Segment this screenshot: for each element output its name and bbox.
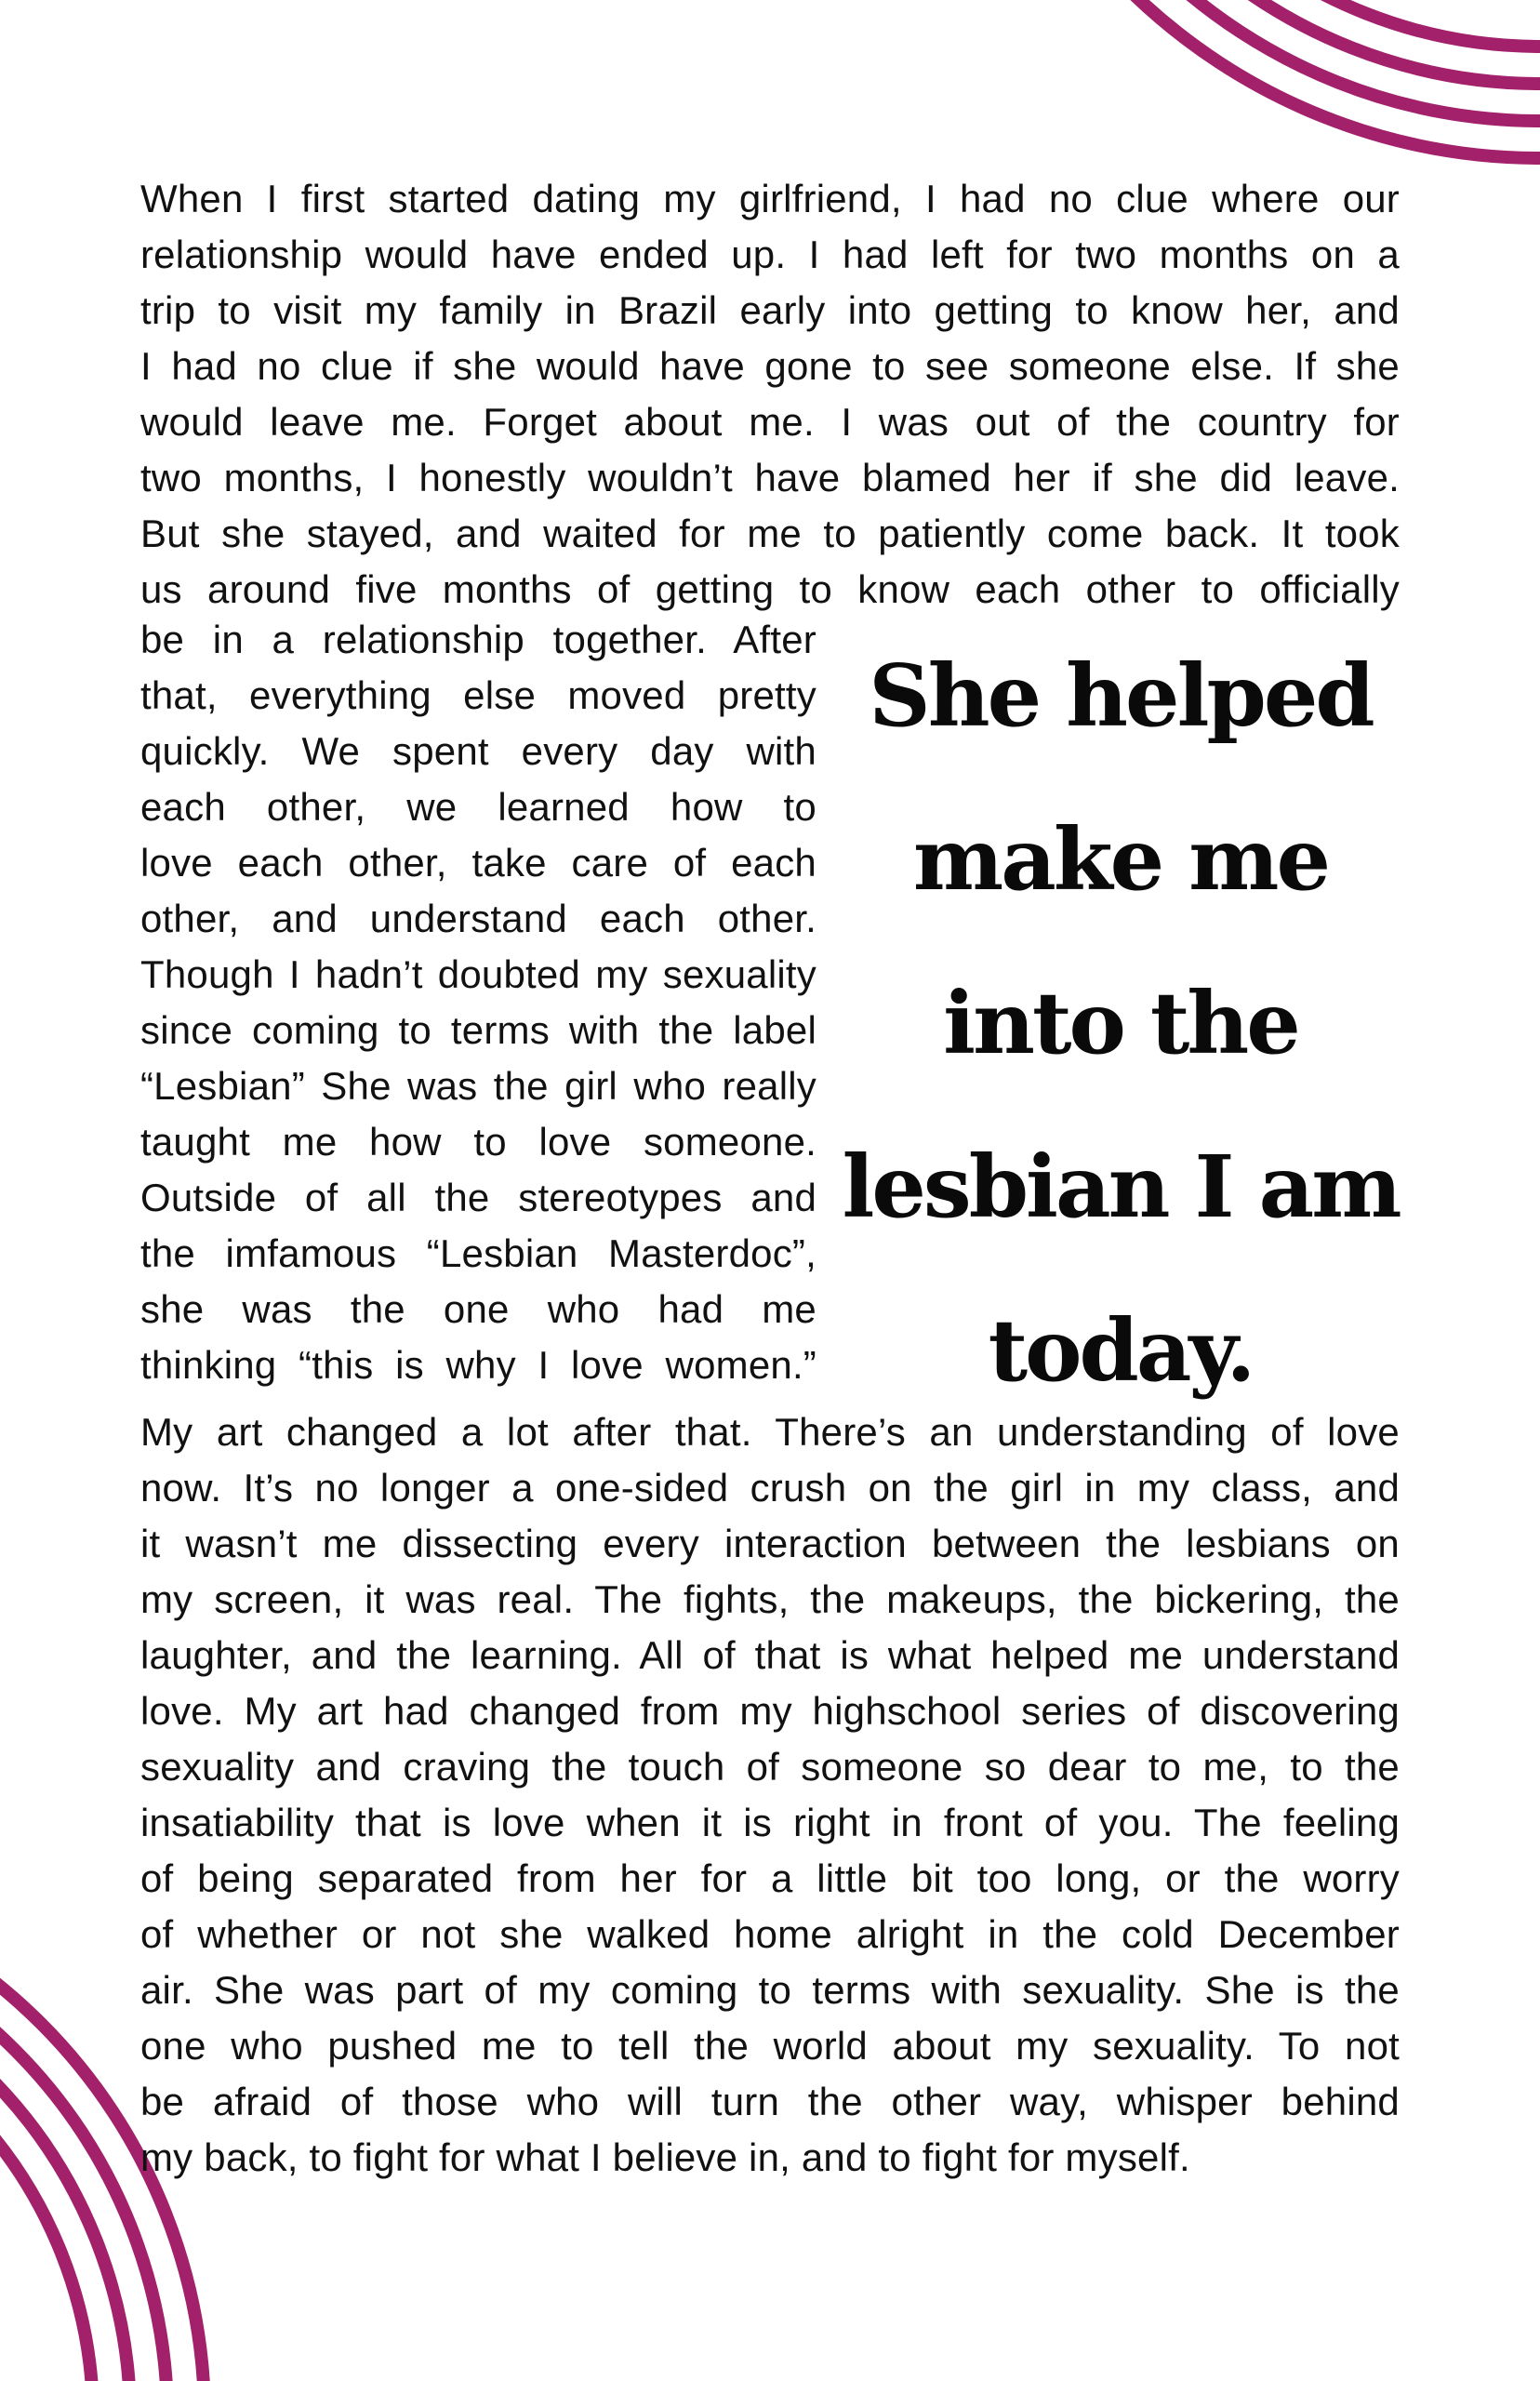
- paragraph-3-line: sexuality and craving the touch of someone so dear to me, to the: [140, 1745, 1400, 1789]
- paragraph-3-line: of whether or not she walked home alright in the cold December: [140, 1912, 1400, 1956]
- pull-quote-line: into the: [943, 973, 1298, 1073]
- pull-quote-line: make me: [912, 809, 1329, 910]
- paragraph-3-line: of being separated from her for a little bit too long, or the worry: [140, 1856, 1400, 1900]
- paragraph-2-line: she was the one who had me: [140, 1287, 816, 1331]
- bottom-left-arc-1: [0, 1972, 93, 2381]
- paragraph-2-line: be in a relationship together. After: [140, 618, 816, 661]
- paragraph-1-line: would leave me. Forget about me. I was out of the country for: [140, 400, 1400, 444]
- paragraph-1-line: But she stayed, and waited for me to patiently come back. It took: [140, 512, 1400, 555]
- paragraph-1-line: us around five months of getting to know each other to officially: [140, 567, 1400, 611]
- paragraph-2-line: Though I hadn’t doubted my sexuality: [140, 952, 816, 996]
- top-right-arc-3: [991, 0, 1540, 121]
- paragraph-1-line: I had no clue if she would have gone to see someone else. If she: [140, 344, 1400, 388]
- paragraph-2-line: taught me how to love someone.: [140, 1120, 816, 1164]
- paragraph-3-line: laughter, and the learning. All of that is what helped me understand: [140, 1633, 1400, 1677]
- paragraph-2-line: love each other, take care of each: [140, 841, 816, 885]
- paragraph-1-line: trip to visit my family in Brazil early into getting to know her, and: [140, 288, 1400, 332]
- pull-quote-line: She helped: [869, 645, 1373, 746]
- paragraph-3-line: air. She was part of my coming to terms with sexuality. She is the: [140, 1968, 1400, 2012]
- paragraph-3-line: love. My art had changed from my highschool series of discovering: [140, 1689, 1400, 1733]
- paragraph-3-line: my back, to fight for what I believe in, and to fight for myself.: [140, 2135, 1190, 2179]
- paragraph-2-line: other, and understand each other.: [140, 897, 816, 940]
- paragraph-1-line: relationship would have ended up. I had left for two months on a: [140, 233, 1400, 276]
- paragraph-2-line: quickly. We spent every day with: [140, 729, 816, 773]
- pull-quote-line: lesbian I am: [842, 1137, 1400, 1237]
- paragraph-3-line: now. It’s no longer a one-sided crush on the girl in my class, and: [140, 1466, 1400, 1510]
- paragraph-2-line: that, everything else moved pretty: [140, 673, 816, 717]
- paragraph-2-line: since coming to terms with the label: [140, 1008, 816, 1052]
- top-right-arcs: [954, 0, 1540, 158]
- top-right-arc-2: [1029, 0, 1540, 84]
- paragraph-3-line: one who pushed me to tell the world about my sexuality. To not: [140, 2024, 1400, 2068]
- paragraph-3-line: it wasn’t me dissecting every interaction between the lesbians on: [140, 1522, 1400, 1565]
- bottom-left-arc-2: [0, 1935, 130, 2381]
- paragraph-3-line: be afraid of those who will turn the other way, whisper behind: [140, 2080, 1400, 2123]
- paragraph-2-line: each other, we learned how to: [140, 785, 816, 829]
- paragraph-2-line: thinking “this is why I love women.”: [140, 1343, 816, 1387]
- paragraph-2-line: Outside of all the stereotypes and: [140, 1176, 816, 1219]
- paragraph-1-line: When I first started dating my girlfriend, I had no clue where our: [140, 177, 1400, 220]
- top-right-arc-1: [1066, 0, 1540, 47]
- paragraph-3-line: insatiability that is love when it is right in front of you. The feeling: [140, 1801, 1400, 1844]
- paragraph-2-line: “Lesbian” She was the girl who really: [140, 1064, 816, 1108]
- top-right-arc-4: [954, 0, 1540, 158]
- paragraph-3-line: my screen, it was real. The fights, the makeups, the bickering, the: [140, 1577, 1400, 1621]
- paragraph-2-line: the imfamous “Lesbian Masterdoc”,: [140, 1231, 816, 1275]
- paragraph-3-line: My art changed a lot after that. There’s an understanding of love: [140, 1410, 1400, 1454]
- paragraph-1-line: two months, I honestly wouldn’t have blamed her if she did leave.: [140, 456, 1400, 499]
- pull-quote-line: today.: [988, 1300, 1254, 1401]
